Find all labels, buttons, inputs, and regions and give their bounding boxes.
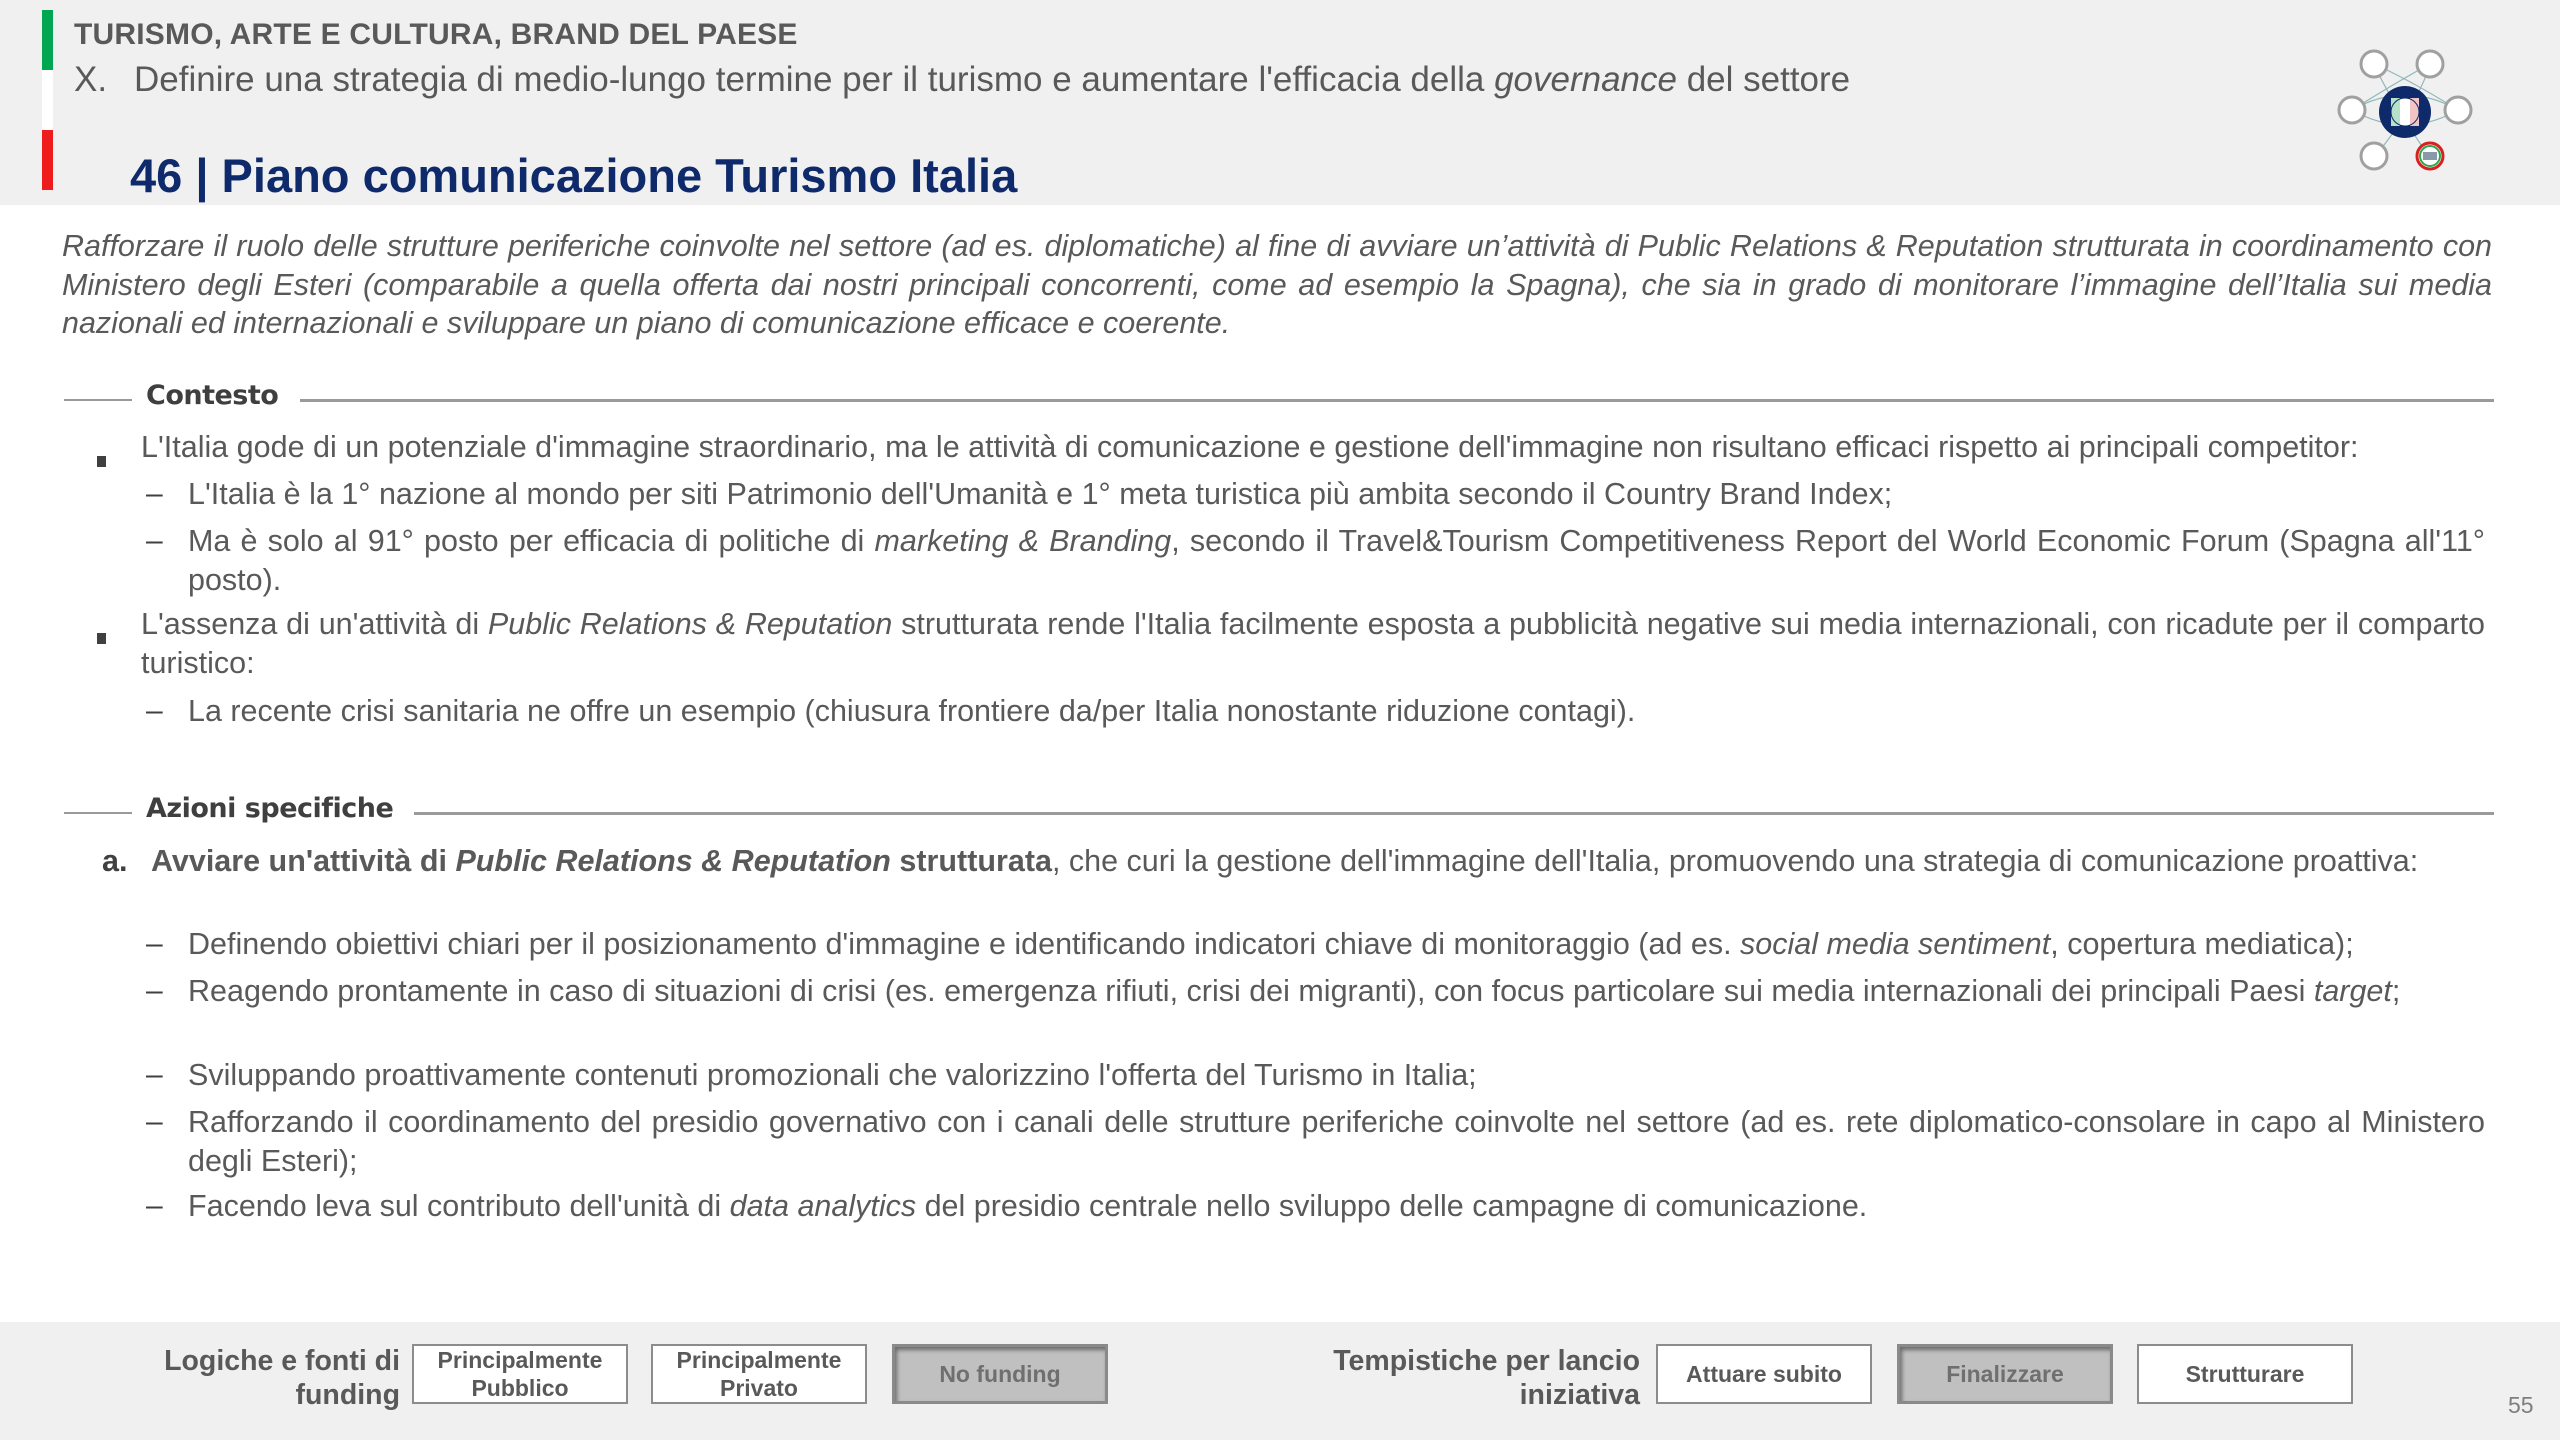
- objective-number: X.: [74, 60, 108, 99]
- page-number: 55: [2508, 1392, 2534, 1418]
- network-italy-logo-icon: [2330, 40, 2480, 180]
- text-run: marketing & Branding: [874, 524, 1172, 558]
- list-item: [188, 1103, 2485, 1180]
- divider-left: [64, 812, 132, 814]
- text-run: social media sentiment: [1740, 927, 2051, 961]
- text-run: Avviare un'attività di: [151, 844, 456, 878]
- text-run: del presidio centrale nello sviluppo delle campagne di comunicazione.: [916, 1189, 1868, 1223]
- text-run: Ma è solo al 91° posto per efficacia di politiche di: [188, 524, 875, 558]
- page-title: 46 | Piano comunicazione Turismo Italia: [130, 149, 1018, 202]
- timing-option[interactable]: Strutturare: [2137, 1344, 2353, 1404]
- list-item: [141, 428, 2485, 467]
- objective-line: [74, 60, 1850, 100]
- text-run: , secondo il Travel&Tourism Competitiveness Report del World Economic Forum (Spagna all'11° posto).: [188, 524, 2485, 597]
- slide-footer: [0, 1322, 2560, 1440]
- dash-bullet-icon: –: [146, 927, 163, 960]
- funding-option[interactable]: Principalmente Privato: [651, 1344, 867, 1404]
- section-header-azioni: [64, 793, 2494, 833]
- dash-bullet-icon: –: [146, 1105, 163, 1138]
- text-run: Reagendo prontamente in caso di situazioni di crisi (es. emergenza rifiuti, crisi dei migranti), con focus particolare sui media internazionali dei principali Paesi: [188, 974, 2314, 1008]
- list-item: [188, 692, 2485, 731]
- text-run: Definendo obiettivi chiari per il posizionamento d'immagine e identificando indicatori chiave di monitoraggio (ad es.: [188, 927, 1741, 961]
- text-run: L'Italia gode di un potenziale d'immagine straordinario, ma le attività di comunicazione e gestione dell'immagine non risultano efficaci rispetto ai principali competitor:: [141, 430, 2359, 464]
- text-run: strutturata: [890, 844, 1052, 878]
- text-run: L'Italia è la 1° nazione al mondo per siti Patrimonio dell'Umanità e 1° meta turistica più ambita secondo il Country Brand Index;: [188, 477, 1893, 511]
- item-letter: a.: [102, 844, 128, 878]
- text-run: Facendo leva sul contributo dell'unità di: [188, 1189, 730, 1223]
- dash-bullet-icon: –: [146, 477, 163, 510]
- text-run: strutturata rende l'Italia facilmente esposta a pubblicità negative sui media internazionali, con ricadute per il comparto turistico:: [141, 607, 2486, 680]
- flag-green-stripe: [42, 10, 53, 70]
- objective-text: [134, 60, 1850, 99]
- funding-option[interactable]: Principalmente Pubblico: [412, 1344, 628, 1404]
- dash-bullet-icon: –: [146, 1189, 163, 1222]
- section-label: Contesto: [146, 380, 279, 411]
- funding-label: Logiche e fonti di funding: [164, 1345, 400, 1411]
- square-bullet-icon: [97, 440, 106, 475]
- text-run: Definire una strategia di medio-lungo termine per il turismo e aumentare l'efficacia della: [134, 60, 1495, 99]
- list-item: [151, 842, 2485, 881]
- text-run: target: [2313, 974, 2392, 1008]
- slide-header: [0, 0, 2560, 205]
- dash-bullet-icon: –: [146, 524, 163, 557]
- dash-bullet-icon: –: [146, 974, 163, 1007]
- list-item: [188, 972, 2485, 1011]
- text-run: , che curi la gestione dell'immagine dell'Italia, promuovendo una strategia di comunicazione proattiva:: [1051, 844, 2419, 878]
- timing-option[interactable]: Attuare subito: [1656, 1344, 1872, 1404]
- text-run: La recente crisi sanitaria ne offre un esempio (chiusura frontiere da/per Italia nonostante riduzione contagi).: [188, 694, 1636, 728]
- text-run: Rafforzando il coordinamento del presidio governativo con i canali delle strutture periferiche coinvolte nel settore (ad es. rete diplomatico-consolare in capo al Ministero degli Esteri);: [188, 1105, 2485, 1178]
- section-label: Azioni specifiche: [146, 793, 394, 824]
- list-item: [188, 522, 2485, 599]
- list-item: [188, 925, 2485, 964]
- divider-left: [64, 399, 132, 401]
- square-bullet-icon: [97, 617, 106, 652]
- list-item: [188, 475, 2485, 514]
- flag-red-stripe: [42, 130, 53, 190]
- list-item: [188, 1187, 2485, 1226]
- divider-right: [414, 812, 2494, 815]
- text-run: ;: [2391, 974, 2401, 1008]
- text-run: Public Relations & Reputation: [455, 844, 891, 878]
- italian-flag-bar: [42, 10, 53, 190]
- timing-option[interactable]: Finalizzare: [1897, 1344, 2113, 1404]
- text-run: data analytics: [729, 1189, 917, 1223]
- text-run: governance: [1494, 60, 1677, 99]
- text-run: Public Relations & Reputation: [487, 607, 893, 641]
- dash-bullet-icon: –: [146, 694, 163, 727]
- section-header-contesto: [64, 380, 2494, 420]
- text-run: L'assenza di un'attività di: [141, 607, 488, 641]
- intro-paragraph: Rafforzare il ruolo delle strutture periferiche coinvolte nel settore (ad es. diplomatiche) al fine di avviare un’attività di Public Relations & Reputation strutturata in coordinamento con Ministero degli Esteri (comparabile a quella offerta dai nostri principali concorrenti, come ad esempio la Spagna), che sia in grado di monitorare l’immagine dell’Italia sui media nazionali ed internazionali e sviluppare un piano di comunicazione efficace e coerente.: [62, 229, 2492, 340]
- timing-label: Tempistiche per lancio iniziativa: [1333, 1345, 1640, 1411]
- list-item: [141, 605, 2485, 682]
- divider-right: [300, 399, 2494, 402]
- sector-title: TURISMO, ARTE E CULTURA, BRAND DEL PAESE: [74, 18, 798, 51]
- text-run: , copertura mediatica);: [2050, 927, 2354, 961]
- dash-bullet-icon: –: [146, 1058, 163, 1091]
- list-item: [188, 1056, 2485, 1095]
- flag-white-stripe: [42, 70, 53, 130]
- funding-option[interactable]: No funding: [892, 1344, 1108, 1404]
- text-run: Sviluppando proattivamente contenuti promozionali che valorizzino l'offerta del Turismo in Italia;: [188, 1058, 1477, 1092]
- text-run: del settore: [1676, 60, 1851, 99]
